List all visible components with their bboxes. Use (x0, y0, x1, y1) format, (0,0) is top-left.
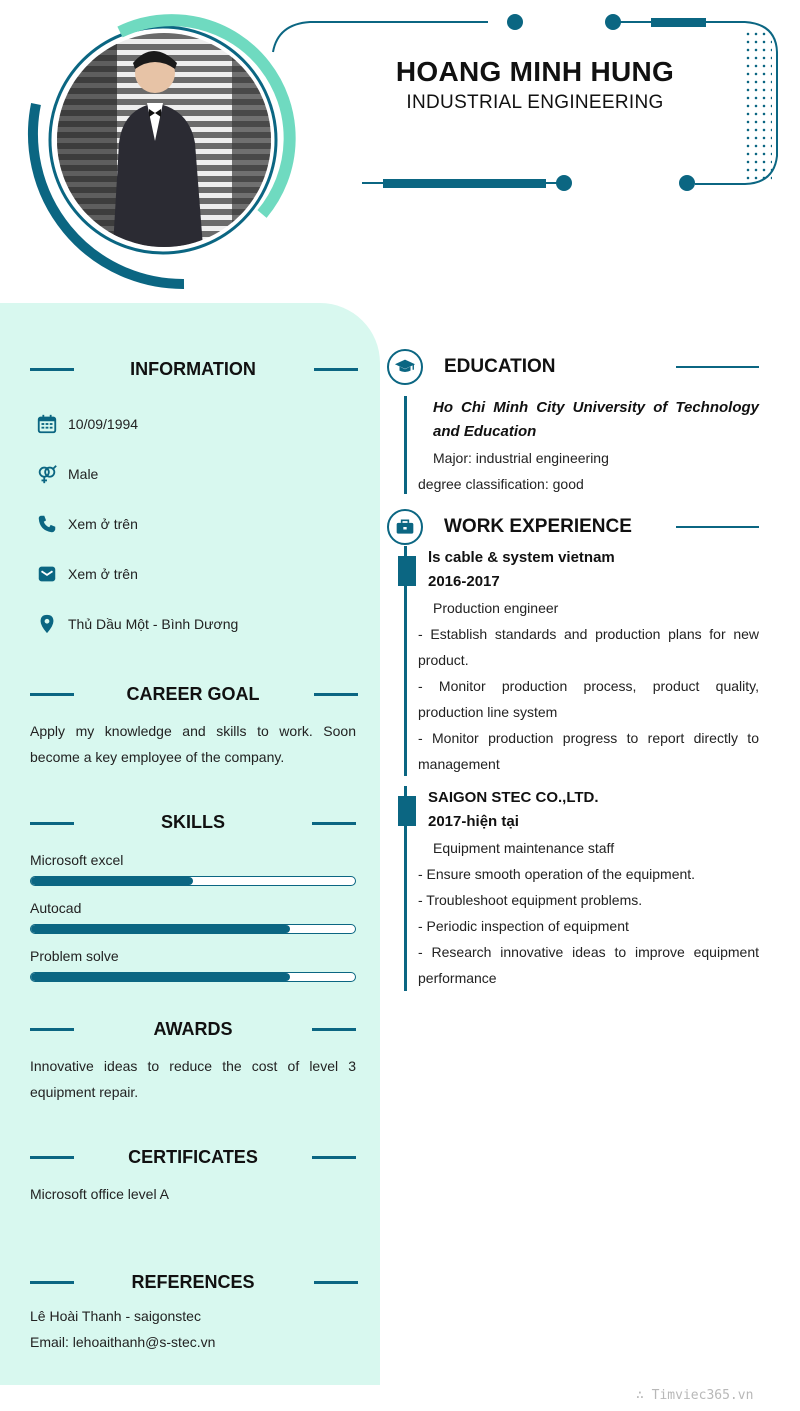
education-icon-badge (387, 349, 423, 385)
work-icon-badge (387, 509, 423, 545)
job-duty: - Monitor production progress to report directly to management (418, 730, 759, 772)
certificates-heading: CERTIFICATES (128, 1147, 258, 1167)
gender-icon (36, 463, 58, 485)
job-duty: - Monitor production process, product quality, production line system (418, 678, 759, 720)
divider-line (314, 1281, 358, 1284)
skill-bar (30, 876, 356, 886)
career-goal-text: Apply my knowledge and skills to work. Soon become a key employee of the company. (30, 723, 356, 765)
job-duty: - Periodic inspection of equipment (418, 918, 629, 934)
career-goal-heading: CAREER GOAL (126, 684, 260, 704)
education-heading: EDUCATION (444, 356, 556, 377)
information-heading: INFORMATION (130, 359, 256, 379)
divider-line (676, 526, 759, 528)
skill-bar-fill (31, 925, 290, 933)
divider-line (314, 368, 358, 371)
person-name: HOANG MINH HUNG (395, 56, 675, 87)
timeline-marker (398, 796, 416, 826)
certificates-text: Microsoft office level A (30, 1186, 170, 1202)
divider-line (312, 1156, 356, 1159)
job-duty: - Troubleshoot equipment problems. (418, 892, 643, 908)
divider-line (312, 822, 356, 825)
birthdate-value: 10/09/1994 (68, 416, 139, 432)
skill-label: Problem solve (30, 948, 119, 964)
skills-heading: SKILLS (160, 812, 225, 832)
job-duty: - Establish standards and production plans for new product. (418, 626, 759, 668)
gender-value: Male (68, 466, 99, 482)
info-gender (36, 462, 98, 486)
location-value: Thủ Dầu Một - Bình Dương (68, 616, 239, 632)
email-icon (36, 563, 58, 585)
watermark: ∴ Timviec365.vn (636, 1388, 754, 1403)
job-company: ls cable & system vietnam (428, 549, 615, 566)
divider-line (312, 1028, 356, 1031)
school-name: Ho Chi Minh City University of Technology and Education (433, 399, 759, 440)
info-phone (36, 512, 138, 536)
job-role: Production engineer (433, 600, 559, 616)
briefcase-icon (395, 517, 415, 537)
info-email (36, 562, 138, 586)
skill-label: Microsoft excel (30, 852, 124, 868)
reference-email: Email: lehoaithanh@s-stec.vn (30, 1334, 216, 1350)
graduation-cap-icon (394, 356, 416, 378)
awards-heading: AWARDS (153, 1019, 233, 1039)
location-icon (36, 613, 58, 635)
divider-line (314, 693, 358, 696)
education-degree: degree classification: good (418, 476, 584, 492)
skill-bar (30, 924, 356, 934)
info-location (36, 612, 238, 636)
skill-bar-fill (31, 877, 193, 885)
calendar-icon (36, 413, 58, 435)
references-heading: REFERENCES (131, 1272, 255, 1292)
phone-value: Xem ở trên (68, 516, 138, 532)
job-period: 2016-2017 (428, 573, 500, 590)
divider-line (676, 366, 759, 368)
timeline-line (404, 396, 407, 494)
education-major: Major: industrial engineering (433, 450, 609, 466)
job-period: 2017-hiện tại (428, 813, 519, 830)
timeline-marker (398, 556, 416, 586)
job-company: SAIGON STEC CO.,LTD. (428, 789, 599, 806)
job-duty: - Ensure smooth operation of the equipment. (418, 866, 696, 882)
skill-bar-fill (31, 973, 290, 981)
skill-bar (30, 972, 356, 982)
work-experience-heading: WORK EXPERIENCE (444, 516, 632, 537)
awards-text: Innovative ideas to reduce the cost of level 3 equipment repair. (30, 1058, 356, 1100)
email-value: Xem ở trên (68, 566, 138, 582)
skill-label: Autocad (30, 900, 82, 916)
job-role: Equipment maintenance staff (433, 840, 615, 856)
reference-name: Lê Hoài Thanh - saigonstec (30, 1308, 201, 1324)
info-birthdate (36, 412, 138, 436)
phone-icon (36, 513, 58, 535)
job-duty: - Research innovative ideas to improve equipment performance (418, 944, 759, 986)
job-title: INDUSTRIAL ENGINEERING (406, 92, 664, 113)
